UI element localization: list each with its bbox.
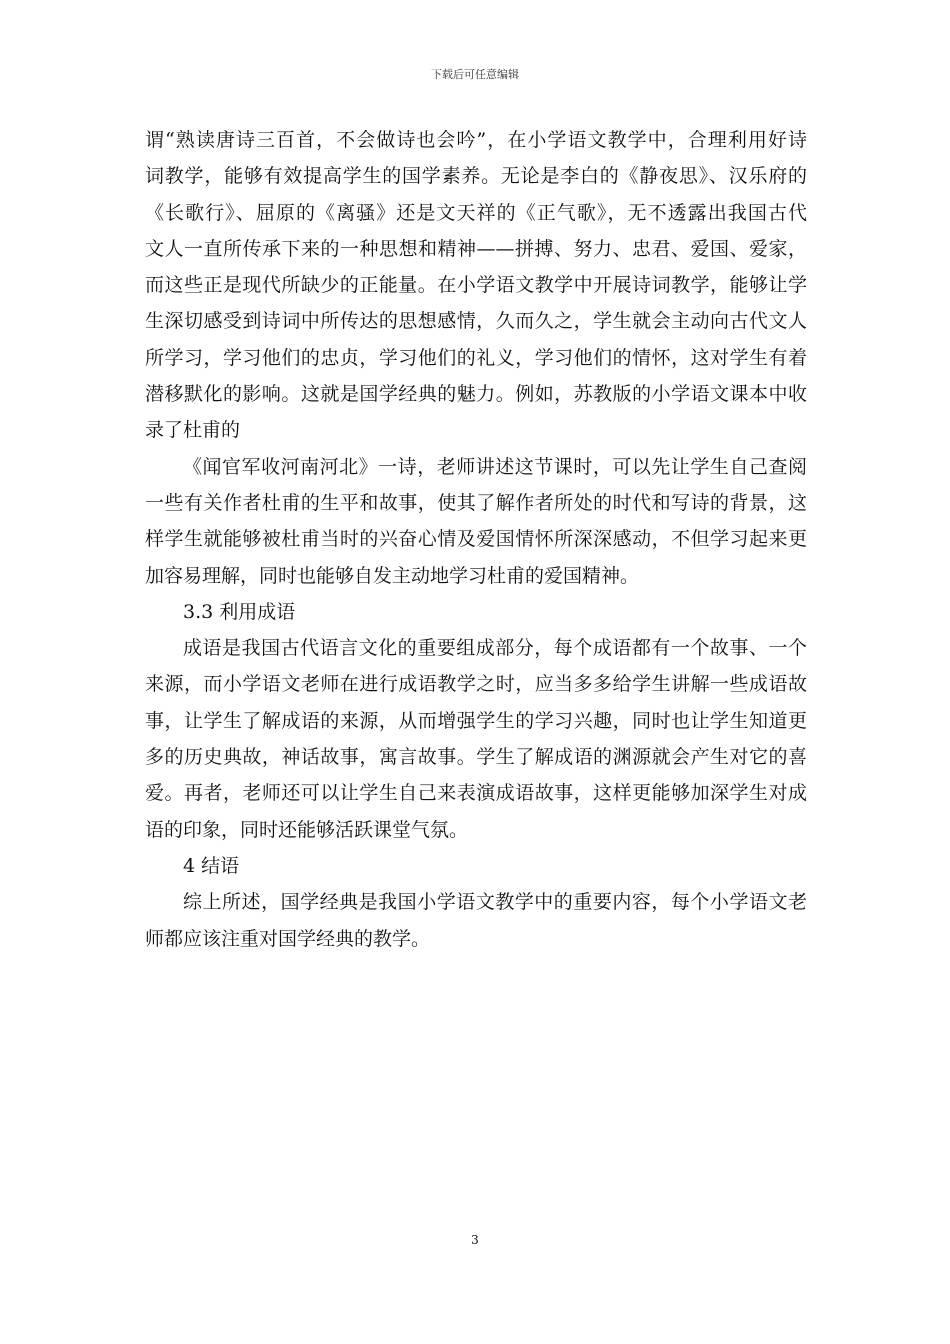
text-line: 语的印象，同时还能够活跃课堂气氛。 [145, 818, 469, 841]
text-line: 事，让学生了解成语的来源，从而增强学生的学习兴趣，同时也让学生知道更 [145, 709, 807, 732]
text-line: 加容易理解，同时也能够自发主动地学习杜甫的爱国精神。 [145, 564, 640, 587]
paragraph-poetry-teaching [145, 122, 807, 449]
text-line: 一些有关作者杜甫的生平和故事，使其了解作者所处的时代和写诗的背景，这 [145, 491, 807, 514]
text-line: 所学习，学习他们的忠贞，学习他们的礼义，学习他们的情怀，这对学生有着 [145, 346, 807, 369]
text-line: 成语是我国古代语言文化的重要组成部分，每个成语都有一个故事、一个 [183, 637, 807, 660]
section-heading-conclusion: 4 结语 [183, 854, 240, 877]
text-line: 综上所述，国学经典是我国小学语文教学中的重要内容，每个小学语文老 [183, 891, 807, 914]
text-line: 潜移默化的影响。这就是国学经典的魅力。例如，苏教版的小学语文课本中收 [145, 383, 807, 406]
text-line: 多的历史典故，神话故事，寓言故事。学生了解成语的渊源就会产生对它的喜 [145, 746, 807, 769]
page-header: 下载后可任意编辑 [431, 68, 519, 81]
document-body [145, 122, 807, 957]
text-line: 样学生就能够被杜甫当时的兴奋心情及爱国情怀所深深感动，不但学习起来更 [145, 528, 807, 551]
text-line: 文人一直所传承下来的一种思想和精神——拼搏、努力、忠君、爱国、爱家， [145, 237, 807, 260]
text-line: 师都应该注重对国学经典的教学。 [145, 927, 431, 950]
text-line: 录了杜甫的 [145, 419, 241, 442]
page-number: 3 [471, 1233, 479, 1247]
paragraph-dufu-poem [145, 449, 807, 594]
text-line: 来源，而小学语文老师在进行成语教学之时，应当多多给学生讲解一些成语故 [145, 673, 807, 696]
text-line: 谓“熟读唐诗三百首，不会做诗也会吟”，在小学语文教学中，合理利用好诗 [145, 129, 807, 151]
paragraph-conclusion [145, 884, 807, 957]
text-line: 《长歌行》、屈原的《离骚》还是文天祥的《正气歌》，无不透露出我国古代 [145, 201, 807, 224]
text-line: 而这些正是现代所缺少的正能量。在小学语文教学中开展诗词教学，能够让学 [145, 274, 807, 297]
text-line: 词教学，能够有效提高学生的国学素养。无论是李白的《静夜思》、汉乐府的 [145, 165, 807, 188]
text-line: 《闻官军收河南河北》一诗，老师讲述这节课时，可以先让学生自己查阅 [183, 455, 807, 478]
text-line: 生深切感受到诗词中所传达的思想感情，久而久之，学生就会主动向古代文人 [145, 310, 807, 333]
section-heading-idioms: 3.3 利用成语 [183, 600, 296, 623]
text-line: 爱。再者，老师还可以让学生自己来表演成语故事，这样更能够加深学生对成 [145, 782, 807, 805]
paragraph-idioms [145, 630, 807, 848]
